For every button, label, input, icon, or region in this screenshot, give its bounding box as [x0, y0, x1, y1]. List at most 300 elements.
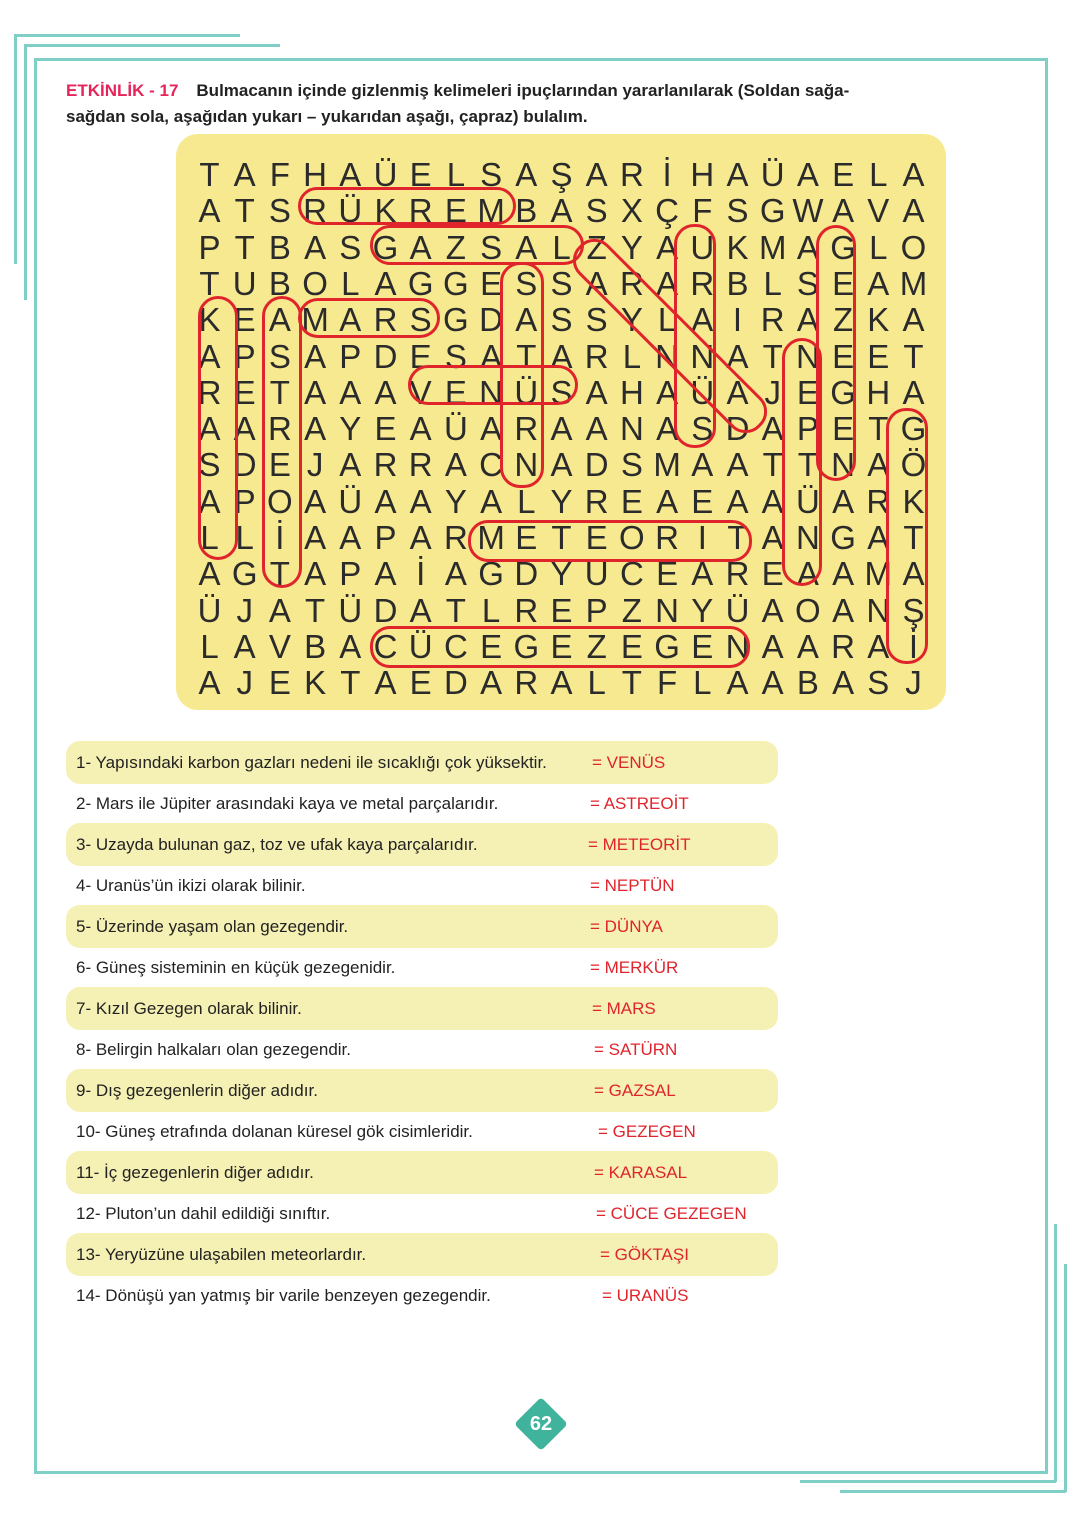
- found-ring-karasal: [198, 296, 238, 560]
- clue-row: [66, 823, 778, 866]
- found-ring-merkur: [298, 187, 516, 225]
- grid-letter: A: [339, 373, 362, 411]
- grid-letter: E: [268, 446, 291, 484]
- grid-letter: E: [444, 192, 467, 230]
- grid-letter: A: [726, 156, 749, 193]
- grid-letter: A: [233, 410, 256, 448]
- grid-letter: E: [761, 555, 784, 593]
- grid-letter: A: [304, 410, 327, 448]
- grid-letter: N: [619, 410, 644, 448]
- grid-letter: O: [302, 264, 328, 302]
- grid-letter: C: [373, 627, 398, 665]
- grid-letter: A: [304, 482, 327, 520]
- grid-letter: L: [552, 228, 571, 266]
- clue-text: 5- Üzerinde yaşam olan gezegendir.: [76, 917, 349, 936]
- grid-letter: R: [619, 156, 644, 193]
- clue-text: 13- Yeryüzüne ulaşabilen meteorlardır.: [76, 1245, 367, 1264]
- grid-letter: A: [374, 373, 397, 411]
- clue-row: [66, 1233, 778, 1276]
- grid-letter: R: [373, 301, 398, 339]
- grid-letter: G: [830, 373, 856, 411]
- grid-letter: A: [902, 301, 925, 339]
- grid-letter: A: [550, 446, 573, 484]
- grid-letter: A: [832, 555, 855, 593]
- grid-letter: Z: [833, 301, 854, 339]
- grid-letter: E: [867, 337, 890, 375]
- activity-label: ETKİNLİK - 17: [66, 81, 179, 100]
- grid-letter: A: [832, 664, 855, 702]
- grid-letter: T: [340, 664, 361, 702]
- grid-letter: T: [903, 337, 924, 375]
- grid-letter: A: [585, 156, 608, 193]
- grid-letter: N: [831, 446, 856, 484]
- clue-text: 7- Kızıl Gezegen olarak bilinir.: [76, 999, 302, 1018]
- grid-letter: R: [655, 519, 680, 556]
- grid-letter: E: [268, 664, 291, 702]
- grid-letter: M: [477, 519, 505, 556]
- found-ring-asteroit: [262, 296, 302, 588]
- grid-letter: A: [480, 482, 503, 520]
- grid-letter: E: [832, 264, 855, 302]
- grid-letter: A: [761, 591, 784, 629]
- clue-row: [66, 987, 778, 1030]
- grid-letter: G: [231, 555, 258, 593]
- grid-letter: A: [233, 627, 256, 665]
- frame-line: [800, 1480, 1056, 1483]
- clue-row: [66, 1110, 778, 1153]
- grid-letter: A: [339, 446, 362, 484]
- grid-letter: Ü: [338, 591, 363, 629]
- grid-letter: L: [587, 664, 606, 702]
- grid-letter: E: [796, 373, 819, 411]
- grid-row: [200, 483, 940, 520]
- clue-row: [66, 1069, 778, 1112]
- grid-letter: A: [726, 446, 749, 484]
- grid-letter: N: [690, 337, 715, 375]
- grid-letter: K: [374, 192, 397, 230]
- grid-letter: T: [234, 192, 255, 230]
- grid-letter: A: [585, 410, 608, 448]
- grid-letter: A: [409, 410, 432, 448]
- grid-letter: A: [656, 228, 679, 266]
- grid-letter: E: [585, 519, 608, 556]
- grid-letter: E: [832, 410, 855, 448]
- grid-letter: E: [691, 482, 714, 520]
- grid-letter: Ü: [197, 591, 222, 629]
- grid-letter: A: [726, 482, 749, 520]
- grid-letter: A: [867, 627, 890, 665]
- grid-letter: E: [233, 373, 256, 411]
- grid-letter: A: [480, 410, 503, 448]
- grid-letter: G: [443, 301, 469, 339]
- clue-row: [66, 1028, 778, 1071]
- grid-letter: A: [832, 591, 855, 629]
- grid-letter: A: [550, 192, 573, 230]
- grid-letter: S: [585, 192, 608, 230]
- grid-letter: S: [409, 301, 432, 339]
- grid-letter: Ü: [443, 410, 468, 448]
- found-ring-gazsal: [370, 225, 584, 265]
- grid-letter: A: [515, 228, 538, 266]
- grid-letter: Ü: [514, 373, 539, 411]
- grid-letter: R: [443, 519, 468, 556]
- grid-letter: L: [235, 519, 254, 556]
- grid-letter: K: [198, 301, 221, 339]
- grid-letter: E: [374, 410, 397, 448]
- frame-line: [840, 1490, 1066, 1493]
- grid-letter: S: [620, 446, 643, 484]
- grid-letter: L: [869, 156, 888, 193]
- clue-answer: = METEORİT: [588, 835, 691, 854]
- grid-letter: N: [795, 519, 820, 556]
- grid-letter: L: [763, 264, 782, 302]
- frame-line: [24, 44, 27, 300]
- grid-letter: A: [444, 446, 467, 484]
- grid-letter: A: [585, 264, 608, 302]
- grid-letter: E: [620, 482, 643, 520]
- grid-letter: E: [444, 373, 467, 411]
- grid-letter: M: [899, 264, 928, 302]
- grid-letter: R: [866, 482, 891, 520]
- grid-letter: A: [796, 228, 819, 266]
- grid-letter: J: [236, 591, 253, 629]
- grid-letter: Ü: [795, 482, 820, 520]
- grid-letter: İ: [416, 555, 426, 593]
- grid-letter: U: [232, 264, 257, 302]
- grid-letter: L: [517, 482, 536, 520]
- grid-letter: R: [725, 555, 750, 593]
- grid-letter: D: [725, 410, 750, 448]
- grid-letter: H: [619, 373, 644, 411]
- grid-letter: E: [409, 337, 432, 375]
- frame-line: [1064, 1264, 1067, 1492]
- grid-letter: U: [690, 228, 715, 266]
- grid-letter: A: [656, 264, 679, 302]
- grid-letter: İ: [662, 156, 672, 193]
- grid-letter: D: [232, 446, 257, 484]
- grid-letter: A: [761, 482, 784, 520]
- grid-letter: R: [373, 446, 398, 484]
- clue-answer: = GÖKTAŞI: [600, 1245, 689, 1264]
- grid-letter: U: [584, 555, 609, 593]
- grid-letter: A: [480, 664, 503, 702]
- grid-letter: E: [480, 627, 503, 665]
- clue-answer: = URANÜS: [602, 1286, 689, 1305]
- grid-letter: A: [796, 301, 819, 339]
- grid-letter: C: [479, 446, 504, 484]
- grid-letter: P: [198, 228, 221, 266]
- grid-letter: L: [657, 301, 677, 339]
- grid-letter: A: [409, 519, 432, 556]
- grid-letter: K: [304, 664, 327, 702]
- grid-letter: A: [198, 482, 221, 520]
- clue-answer: = DÜNYA: [590, 917, 663, 936]
- grid-letter: G: [830, 228, 856, 266]
- grid-letter: J: [236, 664, 253, 702]
- grid-letter: R: [690, 264, 715, 302]
- grid-letter: E: [691, 627, 714, 665]
- instruction-line-1: Bulmacanın içinde gizlenmiş kelimeleri ipuçlarından yararlanılarak (Soldan sağa-: [196, 81, 850, 100]
- grid-letter: A: [691, 446, 714, 484]
- grid-letter: C: [619, 555, 644, 593]
- grid-letter: F: [657, 664, 678, 702]
- grid-letter: B: [726, 264, 749, 302]
- grid-letter: A: [480, 337, 503, 375]
- grid-letter: L: [200, 627, 219, 665]
- grid-letter: A: [198, 337, 221, 375]
- grid-letter: A: [832, 192, 855, 230]
- grid-letter: M: [477, 192, 505, 230]
- activity-title: [66, 78, 946, 130]
- grid-letter: D: [373, 337, 398, 375]
- clue-row: [66, 946, 778, 989]
- grid-letter: R: [408, 446, 433, 484]
- clue-text: 3- Uzayda bulunan gaz, toz ve ufak kaya parçalarıdır.: [76, 835, 478, 854]
- grid-letter: E: [620, 627, 643, 665]
- clue-text: 12- Pluton’un dahil edildiği sınıftır.: [76, 1204, 331, 1223]
- grid-letter: G: [478, 555, 504, 593]
- grid-letter: A: [761, 410, 784, 448]
- grid-letter: A: [374, 555, 397, 593]
- grid-letter: L: [200, 519, 219, 556]
- clue-answer: = VENÜS: [592, 753, 666, 772]
- grid-letter: G: [407, 264, 434, 302]
- grid-letter: T: [269, 555, 290, 593]
- grid-row: [200, 664, 940, 701]
- grid-letter: K: [726, 228, 749, 266]
- grid-letter: R: [584, 337, 609, 375]
- grid-letter: A: [726, 664, 749, 702]
- grid-letter: Y: [550, 555, 573, 593]
- grid-letter: A: [550, 410, 573, 448]
- clue-text: 4- Uranüs’ün ikizi olarak bilinir.: [76, 876, 306, 895]
- grid-letter: B: [268, 228, 291, 266]
- grid-letter: X: [620, 192, 643, 230]
- grid-letter: A: [304, 337, 327, 375]
- grid-letter: A: [339, 301, 362, 339]
- grid-letter: A: [761, 627, 784, 665]
- grid-letter: S: [691, 410, 714, 448]
- grid-letter: Z: [586, 627, 607, 665]
- grid-letter: A: [550, 337, 573, 375]
- grid-letter: N: [514, 446, 539, 484]
- clue-answer: = NEPTÜN: [590, 876, 675, 895]
- grid-letter: M: [758, 228, 787, 266]
- grid-letter: V: [867, 192, 890, 230]
- grid-letter: A: [867, 264, 890, 302]
- grid-letter: T: [762, 337, 783, 375]
- grid-letter: K: [867, 301, 890, 339]
- grid-letter: A: [409, 591, 432, 629]
- grid-letter: K: [902, 482, 925, 520]
- grid-letter: S: [480, 228, 503, 266]
- grid-letter: G: [372, 228, 399, 266]
- grid-letter: M: [864, 555, 893, 593]
- grid-letter: O: [267, 482, 293, 520]
- grid-letter: Z: [445, 228, 466, 266]
- grid-letter: A: [902, 156, 925, 193]
- grid-letter: S: [550, 264, 573, 302]
- grid-letter: E: [233, 301, 256, 339]
- grid-letter: T: [551, 519, 572, 556]
- grid-letter: P: [796, 410, 819, 448]
- clue-text: 6- Güneş sisteminin en küçük gezegenidir.: [76, 958, 396, 977]
- grid-letter: Ü: [725, 591, 750, 629]
- clue-answer: = MARS: [592, 999, 656, 1018]
- grid-letter: Y: [550, 482, 573, 520]
- frame-line: [1054, 1224, 1057, 1482]
- grid-letter: A: [304, 373, 327, 411]
- grid-letter: T: [269, 373, 290, 411]
- clue-text: 8- Belirgin halkaları olan gezegendir.: [76, 1040, 352, 1059]
- grid-letter: V: [268, 627, 291, 665]
- grid-letter: D: [584, 446, 609, 484]
- grid-letter: Y: [620, 228, 643, 266]
- clue-answer: = SATÜRN: [594, 1040, 678, 1059]
- grid-letter: E: [409, 156, 432, 193]
- grid-letter: A: [761, 519, 784, 556]
- grid-letter: D: [479, 301, 504, 339]
- grid-letter: T: [762, 446, 783, 484]
- grid-letter: S: [515, 264, 538, 302]
- grid-letter: A: [268, 591, 291, 629]
- grid-letter: B: [796, 664, 819, 702]
- grid-letter: A: [374, 482, 397, 520]
- found-ring-gezegen: [816, 225, 856, 481]
- grid-letter: S: [867, 664, 890, 702]
- grid-letter: B: [304, 627, 327, 665]
- grid-letter: S: [550, 301, 573, 339]
- frame-line: [14, 34, 17, 264]
- grid-letter: S: [339, 228, 362, 266]
- grid-letter: H: [690, 156, 715, 193]
- grid-letter: R: [408, 192, 433, 230]
- grid-letter: F: [269, 156, 290, 193]
- grid-letter: O: [900, 228, 927, 266]
- grid-letter: A: [761, 664, 784, 702]
- frame-line: [1045, 58, 1048, 1474]
- clue-row: [66, 905, 778, 948]
- found-ring-meteorit: [468, 520, 752, 562]
- grid-letter: A: [656, 410, 679, 448]
- grid-letter: A: [409, 482, 432, 520]
- grid-letter: Ü: [338, 482, 363, 520]
- page-number: 62: [529, 1413, 553, 1435]
- grid-letter: N: [866, 591, 891, 629]
- grid-letter: T: [797, 446, 818, 484]
- grid-letter: G: [900, 410, 927, 448]
- grid-letter: P: [339, 555, 362, 593]
- grid-letter: Z: [621, 591, 642, 629]
- grid-letter: R: [760, 301, 785, 339]
- grid-letter: R: [584, 482, 609, 520]
- frame-line: [14, 34, 240, 37]
- found-ring-venus: [408, 365, 578, 405]
- grid-letter: J: [306, 446, 324, 484]
- grid-letter: R: [197, 373, 222, 411]
- grid-letter: R: [514, 591, 539, 629]
- grid-letter: İ: [275, 519, 285, 556]
- clue-text: 9- Dış gezegenlerin diğer adıdır.: [76, 1081, 318, 1100]
- grid-letter: D: [373, 591, 398, 629]
- grid-letter: P: [585, 591, 608, 629]
- grid-letter: P: [339, 337, 362, 375]
- grid-letter: L: [446, 156, 466, 193]
- grid-letter: H: [866, 373, 891, 411]
- grid-letter: E: [515, 519, 538, 556]
- grid-letter: I: [732, 301, 743, 339]
- grid-letter: N: [725, 627, 750, 665]
- grid-letter: Ç: [655, 192, 680, 230]
- grid-letter: A: [902, 192, 925, 230]
- grid-letter: L: [341, 264, 360, 302]
- grid-letter: V: [409, 373, 432, 411]
- grid-letter: T: [903, 519, 924, 556]
- frame-line: [34, 58, 1048, 61]
- clue-answer: = CÜCE GEZEGEN: [596, 1204, 747, 1223]
- grid-letter: A: [585, 373, 608, 411]
- clue-text: 10- Güneş etrafında dolanan küresel gök cisimleridir.: [76, 1122, 473, 1141]
- grid-letter: T: [516, 337, 537, 375]
- grid-letter: B: [268, 264, 291, 302]
- grid-letter: Ü: [373, 156, 398, 193]
- grid-letter: A: [656, 373, 679, 411]
- grid-letter: M: [301, 301, 329, 339]
- grid-letter: A: [304, 519, 327, 556]
- grid-letter: A: [867, 446, 890, 484]
- grid-letter: S: [268, 192, 291, 230]
- clue-answer: = KARASAL: [594, 1163, 688, 1182]
- grid-letter: A: [198, 664, 221, 702]
- grid-letter: T: [305, 591, 326, 629]
- grid-letter: A: [339, 156, 362, 193]
- grid-letter: A: [832, 482, 855, 520]
- found-ring-cuce-gezegen: [370, 626, 750, 668]
- grid-letter: E: [550, 627, 573, 665]
- grid-letter: T: [445, 591, 466, 629]
- clue-list: [66, 741, 778, 1315]
- grid-letter: A: [796, 156, 819, 193]
- grid-letter: A: [233, 156, 256, 193]
- grid-letter: A: [304, 228, 327, 266]
- grid-letter: Y: [620, 301, 643, 339]
- grid-letter: H: [303, 156, 328, 193]
- grid-letter: S: [444, 337, 467, 375]
- grid-letter: A: [444, 555, 467, 593]
- grid-letter: S: [550, 373, 573, 411]
- grid-letter: C: [443, 627, 468, 665]
- grid-letter: G: [513, 627, 540, 665]
- clue-answer: = ASTREOİT: [590, 794, 689, 813]
- grid-letter: F: [692, 192, 713, 230]
- clue-row: [66, 1192, 778, 1235]
- grid-letter: N: [795, 337, 820, 375]
- grid-letter: A: [867, 519, 890, 556]
- grid-letter: N: [655, 337, 680, 375]
- grid-letter: A: [726, 337, 749, 375]
- grid-letter: L: [622, 337, 642, 375]
- grid-letter: T: [868, 410, 889, 448]
- grid-letter: S: [726, 192, 749, 230]
- grid-letter: A: [902, 555, 925, 593]
- grid-row: [197, 591, 940, 629]
- grid-letter: D: [514, 555, 539, 593]
- grid-letter: Ş: [550, 156, 573, 193]
- grid-letter: S: [198, 446, 221, 484]
- grid-letter: İ: [908, 627, 919, 665]
- grid-letter: J: [764, 373, 781, 411]
- grid-letter: G: [443, 264, 469, 302]
